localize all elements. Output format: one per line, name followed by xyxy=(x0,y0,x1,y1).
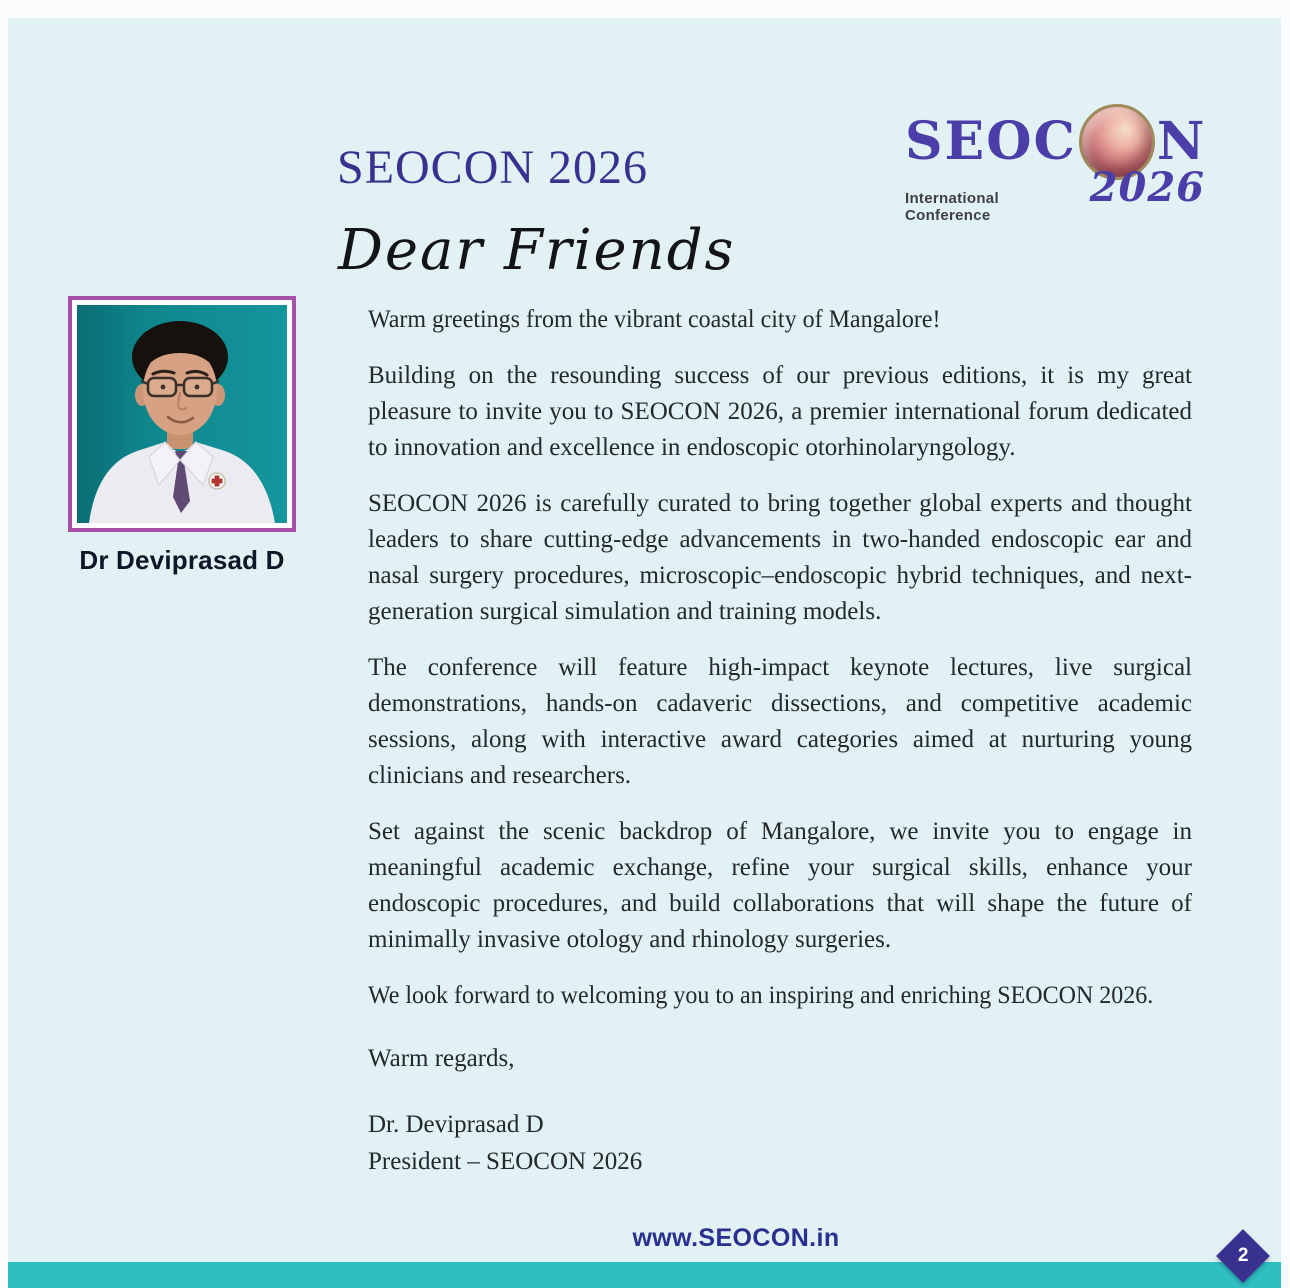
page-title: SEOCON 2026 xyxy=(337,141,649,194)
salutation: Dear Friends xyxy=(338,218,736,283)
letter-paragraph: The conference will feature high-impact keynote lectures, live surgical demonstrations, hands-on cadaveric dissections, and competitive academic sessions, along with interactive award categories aimed at nurturing young clinicians and researchers. xyxy=(368,654,1192,789)
letter-body xyxy=(368,302,1192,1180)
seocon-logo xyxy=(905,104,1205,224)
logo-subtitle: International Conference xyxy=(905,190,999,224)
photo-frame xyxy=(68,296,296,532)
signature-block xyxy=(368,1106,1192,1180)
letter-closing: Warm regards, xyxy=(368,1045,515,1072)
logo-word-start: SEOC xyxy=(905,111,1077,172)
logo-word-end: N xyxy=(1156,111,1207,172)
letter-paragraph: Warm greetings from the vibrant coastal city of Mangalore! xyxy=(368,306,941,333)
doctor-portrait xyxy=(77,305,287,523)
photo-caption: Dr Deviprasad D xyxy=(79,545,285,575)
page-content xyxy=(8,18,1281,1288)
footer-bar xyxy=(8,1262,1281,1288)
letter-paragraph: SEOCON 2026 is carefully curated to bring together global experts and thought leaders to share cutting-edge advancements in two-handed endoscopic ear and nasal surgery procedures, microscopic–endoscopic hybrid techniques, and next-generation surgical simulation and training models. xyxy=(368,490,1192,625)
signature-name: Dr. Deviprasad D xyxy=(368,1111,544,1138)
letter-paragraph: We look forward to welcoming you to an inspiring and enriching SEOCON 2026. xyxy=(368,982,1154,1009)
website-link[interactable]: www.SEOCON.in xyxy=(632,1224,840,1252)
logo-subline xyxy=(905,164,1205,224)
signature-title: President – SEOCON 2026 xyxy=(368,1148,643,1175)
page-number: 2 xyxy=(1237,1244,1249,1266)
president-photo-card xyxy=(68,296,296,576)
logo-year: 2026 xyxy=(1089,164,1205,211)
letter-paragraph: Building on the resounding success of our previous editions, it is my great pleasure to invite you to SEOCON 2026, a premier international forum dedicated to innovation and excellence in endoscopic otorhinolaryngology. xyxy=(368,362,1192,461)
letter-paragraph: Set against the scenic backdrop of Mangalore, we invite you to engage in meaningful academic exchange, refine your surgical skills, enhance your endoscopic procedures, and build collaborations that will shape the future of minimally invasive otology and rhinology surgeries. xyxy=(368,818,1192,953)
